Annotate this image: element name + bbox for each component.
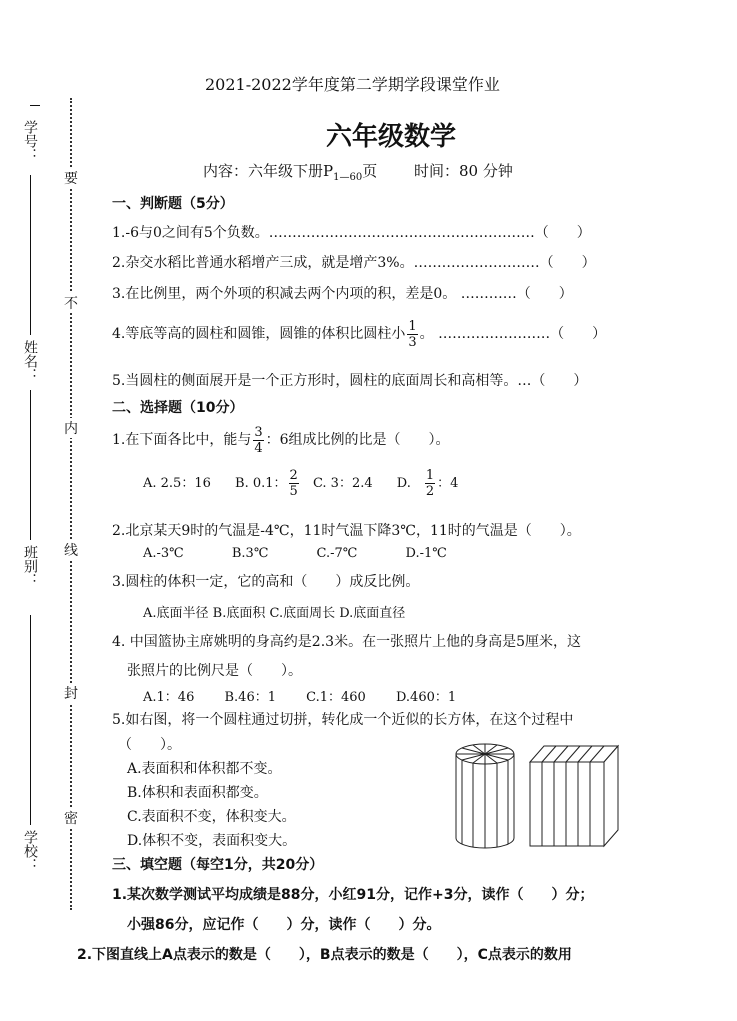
choice-q3: 3.圆柱的体积一定，它的高和（ ）成反比例。 xyxy=(112,574,420,590)
cuboid-figure xyxy=(526,740,622,852)
fraction xyxy=(253,426,263,455)
content-suffix: 页 xyxy=(362,162,378,180)
judge-item: 1.-6与0之间有5个负数。…………………………………………………（ ） xyxy=(112,225,591,241)
fraction-numerator: 1 xyxy=(408,318,417,334)
fraction-numerator: 3 xyxy=(254,424,263,440)
fraction-denominator: 2 xyxy=(425,484,435,499)
content-text: 内容：六年级下册P xyxy=(203,162,334,180)
seal-char: 要 xyxy=(64,168,78,188)
option-a: A.1：46 xyxy=(143,690,195,705)
choice-q1-options xyxy=(143,466,458,502)
fraction-numerator: 2 xyxy=(289,468,298,483)
fraction-denominator: 5 xyxy=(289,484,298,499)
choice-q3-options: A.底面半径 B.底面积 C.底面周长 D.底面直径 xyxy=(143,606,406,621)
choice-q5-option: C.表面积不变，体积变大。 xyxy=(127,809,296,825)
option-c: C.-7℃ xyxy=(316,546,358,561)
school-label: 学校： xyxy=(22,830,38,872)
fill-q1-line2: 小强86分，应记作（ ）分，读作（ ）分。 xyxy=(127,917,441,933)
fraction-denominator: 3 xyxy=(408,334,417,350)
cylinder-figure xyxy=(452,740,522,850)
choice-q5-line1: 5.如右图，将一个圆柱通过切拼，转化成一个近似的长方体，在这个过程中 xyxy=(112,712,574,728)
student-number-blank[interactable] xyxy=(30,105,40,106)
choice-q4-line2: 张照片的比例尺是（ ）。 xyxy=(127,663,302,679)
choice-q2-options xyxy=(143,546,447,561)
seal-char: 封 xyxy=(64,683,78,703)
option-d: D.460：1 xyxy=(395,690,457,705)
judge-item: 2.杂交水稻比普通水稻增产三成，就是增产3%。………………………（ ） xyxy=(112,255,596,271)
judge-item4-text: 4.等底等高的圆柱和圆锥，圆锥的体积比圆柱小 xyxy=(112,326,406,342)
name-blank-line[interactable] xyxy=(30,175,31,335)
choice-q4-options xyxy=(143,686,456,705)
fraction-numerator: 1 xyxy=(425,468,435,483)
option-b: B.46：1 xyxy=(224,690,276,705)
seal-char: 线 xyxy=(64,540,78,560)
name-label: 姓名： xyxy=(22,340,38,382)
class-blank-line[interactable] xyxy=(30,390,31,540)
seal-char: 内 xyxy=(64,418,78,438)
class-label: 班别： xyxy=(22,545,38,587)
option-c: C. 3：2.4 xyxy=(312,476,373,491)
student-number-label: 学号： xyxy=(22,120,38,162)
choice-q5-option: D.体积不变，表面积变大。 xyxy=(127,833,297,849)
option-d: D. xyxy=(396,476,411,491)
fill-q1-line1: 1.某次数学测试平均成绩是88分，小红91分，记作+3分，读作（ ）分； xyxy=(112,887,594,903)
choice-q2: 2.北京某天9时的气温是-4℃，11时气温下降3℃，11时的气温是（ ）。 xyxy=(112,523,581,539)
q1-suffix: ：6组成比例的比是（ ）。 xyxy=(265,432,450,448)
section2-title: 二、选择题（10分） xyxy=(112,400,244,416)
judge-item xyxy=(112,316,606,352)
choice-q5-option: A.表面积和体积都不变。 xyxy=(127,761,282,777)
fraction xyxy=(407,320,417,349)
fraction-denominator: 4 xyxy=(254,440,263,456)
judge-item4-suffix: 。 ……………………（ ） xyxy=(419,326,607,342)
judge-item: 3.在比例里，两个外项的积减去两个内项的积，差是0。 …………（ ） xyxy=(112,286,573,302)
choice-q1 xyxy=(112,422,450,458)
q1-text: 1.在下面各比中，能与 xyxy=(112,432,252,448)
section1-title: 一、判断题（5分） xyxy=(112,196,234,212)
section3-title: 三、填空题（每空1分，共20分） xyxy=(112,857,324,873)
choice-q5-line2: （ ）。 xyxy=(118,737,181,753)
fraction xyxy=(289,469,299,498)
time-text: 时间：80 分钟 xyxy=(413,162,513,180)
option-a: A.-3℃ xyxy=(143,546,184,561)
option-d-suffix: ：4 xyxy=(437,476,459,491)
year-title: 2021-2022学年度第二学期学段课堂作业 xyxy=(205,75,500,94)
choice-q4-line1: 4. 中国篮协主席姚明的身高约是2.3米。在一张照片上他的身高是5厘米，这 xyxy=(112,634,581,650)
option-b: B.3℃ xyxy=(231,546,269,561)
seal-dotted-line xyxy=(70,98,72,910)
choice-q5-option: B.体积和表面积都变。 xyxy=(127,785,268,801)
page-title: 六年级数学 xyxy=(326,122,457,152)
option-c: C.1：460 xyxy=(306,690,366,705)
judge-item: 5.当圆柱的侧面展开是一个正方形时，圆柱的底面周长和高相等。…（ ） xyxy=(112,373,588,389)
option-a: A. 2.5：16 xyxy=(143,476,211,491)
seal-char: 不 xyxy=(64,293,78,313)
option-d: D.-1℃ xyxy=(405,546,447,561)
school-blank-line[interactable] xyxy=(30,615,31,825)
page-range: 1—60 xyxy=(333,172,363,183)
content-line xyxy=(203,160,513,183)
fraction xyxy=(425,469,435,498)
seal-char: 密 xyxy=(64,808,78,828)
fill-q2-line1: 2.下图直线上A点表示的数是（ ），B点表示的数是（ ），C点表示的数用 xyxy=(77,947,572,963)
option-b: B. 0.1： xyxy=(235,476,287,491)
